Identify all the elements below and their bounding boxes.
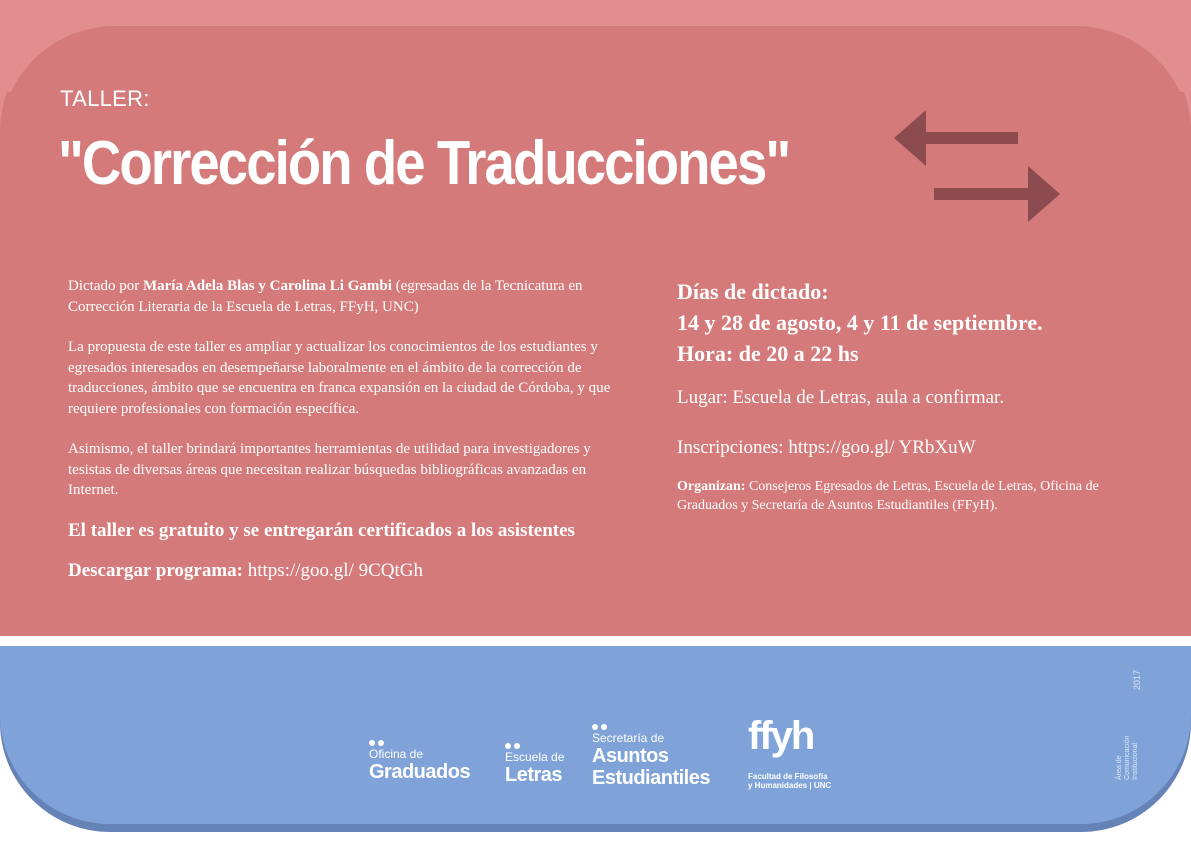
hour-value: Hora: de 20 a 22 hs bbox=[677, 341, 859, 366]
ffyh-logo: ffyh Facultad de Filosofía y Humanidades | UNC bbox=[748, 714, 832, 790]
description-column bbox=[68, 276, 628, 602]
dots-icon bbox=[369, 740, 470, 746]
details-column bbox=[677, 276, 1117, 515]
instructors: María Adela Blas y Carolina Li Gambi bbox=[142, 278, 392, 294]
page-title: "Corrección de Traducciones" bbox=[58, 129, 790, 198]
free-notice: El taller es gratuito y se entregarán certificados a los asistentes bbox=[68, 519, 575, 541]
inscription-link[interactable]: Inscripciones: https://goo.gl/ YRbXuW bbox=[677, 437, 976, 458]
download-link[interactable]: https://goo.gl/ 9CQtGh bbox=[243, 560, 423, 581]
sae-logo: Secretaría de Asuntos Estudiantiles bbox=[592, 724, 710, 789]
days-label: Días de dictado: bbox=[677, 279, 829, 304]
proposal-paragraph: La propuesta de este taller es ampliar y actualizar los conocimientos de los estudiantes y egresados interesados en desempeñarse laboralmente en el ámbito de la corrección de traducciones, ámbito que se encuentra en franca expansión en la ciudad de Córdoba, y que requiere profesionales con formación específica. bbox=[68, 339, 611, 417]
dots-icon bbox=[592, 724, 710, 730]
graduados-logo: Oficina de Graduados bbox=[369, 740, 470, 783]
taller-label: TALLER: bbox=[60, 86, 150, 111]
letras-logo: Escuela de Letras bbox=[505, 743, 564, 786]
place: Lugar: Escuela de Letras, aula a confirmar. bbox=[677, 387, 1005, 408]
divider bbox=[0, 636, 1191, 646]
arrows-icon bbox=[890, 108, 1065, 228]
organizers: Organizan: Consejeros Egresados de Letras, Escuela de Letras, Oficina de Graduados y Secretaría de Asuntos Estudiantiles (FFyH). bbox=[677, 479, 1099, 513]
download-label: Descargar programa: bbox=[68, 560, 243, 581]
days-value: 14 y 28 de agosto, 4 y 11 de septiembre. bbox=[677, 310, 1043, 335]
dots-icon bbox=[505, 743, 564, 749]
download-line bbox=[68, 561, 628, 582]
side-credit: 2017 Área de Comunicación Institucional bbox=[1116, 669, 1142, 780]
tools-paragraph: Asimismo, el taller brindará importantes herramientas de utilidad para investigadores y tesistas de diversas áreas que necesitan realizar búsquedas bibliográficas avanzadas en Internet. bbox=[68, 441, 591, 498]
dictado-paragraph: Dictado por María Adela Blas y Carolina Li Gambi (egresadas de la Tecnicatura en Corrección Literaria de la Escuela de Letras, FFyH, UNC) bbox=[68, 278, 583, 315]
